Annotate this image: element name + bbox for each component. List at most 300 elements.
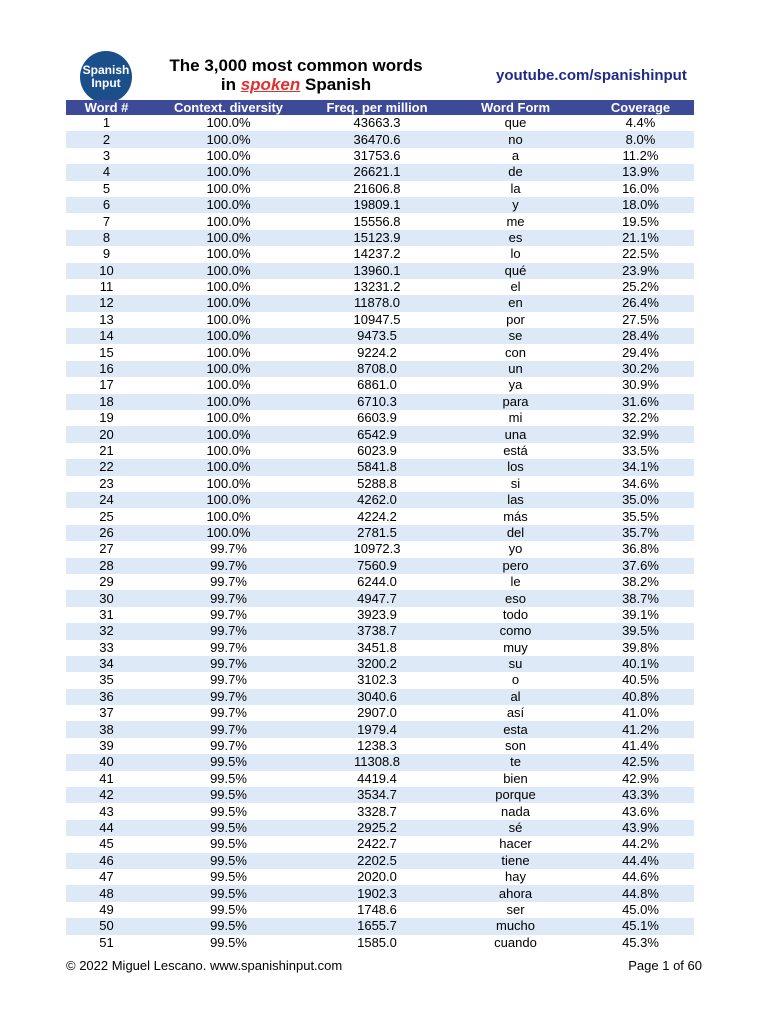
table-row	[66, 295, 694, 311]
cell-frequency: 21606.8	[353, 180, 401, 196]
cell-word-number: 9	[102, 246, 111, 262]
table-row	[66, 344, 694, 360]
cell-coverage: 43.6%	[622, 803, 659, 819]
table-row	[66, 689, 694, 705]
cell-coverage: 45.0%	[622, 901, 659, 917]
cell-word-form: lo	[510, 246, 521, 262]
table-row	[66, 885, 694, 901]
cell-coverage: 40.5%	[622, 672, 659, 688]
cell-word-form: nada	[501, 803, 530, 819]
cell-word-number: 4	[66, 164, 147, 180]
cell-word-number: 35	[99, 672, 114, 688]
table-row	[66, 558, 694, 574]
footer-copyright: © 2022 Miguel Lescano. www.spanishinput.com	[66, 958, 343, 973]
cell-frequency: 6710.3	[310, 394, 444, 410]
table-row	[66, 656, 694, 672]
cell-word-form: el	[510, 279, 521, 295]
cell-frequency: 14237.2	[353, 246, 401, 262]
cell-coverage: 27.5%	[622, 311, 659, 327]
cell-word-number: 7	[102, 213, 111, 229]
cell-coverage: 35.7%	[587, 525, 694, 541]
title-line1: The 3,000 most common words	[169, 56, 423, 75]
cell-word-form: sé	[444, 820, 587, 836]
cell-context-diversity: 99.5%	[147, 853, 310, 869]
cell-word-form: tiene	[444, 853, 587, 869]
cell-context-diversity: 100.0%	[147, 361, 310, 377]
cell-word-form: así	[506, 705, 525, 721]
cell-coverage: 31.6%	[587, 394, 694, 410]
table-row	[66, 820, 694, 836]
cell-word-number: 49	[99, 901, 114, 917]
cell-word-form: y	[444, 197, 587, 213]
cell-coverage: 16.0%	[622, 180, 659, 196]
cell-frequency: 2422.7	[357, 836, 397, 852]
col-header-context-diversity: Context. diversity	[147, 100, 310, 115]
cell-coverage: 41.2%	[587, 721, 694, 737]
cell-word-form: todo	[502, 606, 529, 622]
title-spanish: Spanish	[304, 75, 372, 94]
cell-coverage: 35.0%	[587, 492, 694, 508]
cell-word-form: como	[444, 623, 587, 639]
table-row	[66, 459, 694, 475]
cell-word-form: está	[503, 443, 528, 458]
cell-word-form: una	[444, 426, 587, 442]
cell-word-number: 16	[66, 361, 147, 377]
cell-word-form: en	[444, 295, 587, 311]
table-row	[66, 803, 694, 819]
cell-coverage: 32.2%	[622, 410, 659, 426]
table-row	[66, 115, 694, 131]
cell-frequency: 3102.3	[357, 672, 397, 688]
cell-word-number: 34	[66, 656, 147, 672]
cell-coverage: 43.3%	[587, 787, 694, 803]
cell-word-form: qué	[444, 263, 587, 279]
cell-word-form: me	[506, 213, 525, 229]
cell-frequency: 11308.8	[310, 754, 444, 770]
title-line2	[150, 75, 442, 94]
table-header-row	[66, 100, 694, 115]
table-row	[66, 525, 694, 541]
table-row	[66, 492, 694, 508]
cell-coverage: 39.8%	[622, 639, 659, 655]
logo-line1: Spanish	[82, 63, 130, 77]
cell-frequency: 6244.0	[357, 574, 397, 590]
cell-coverage: 45.3%	[622, 934, 659, 950]
cell-context-diversity: 99.5%	[210, 770, 247, 786]
cell-context-diversity: 100.0%	[147, 426, 310, 442]
cell-coverage: 44.2%	[622, 836, 659, 852]
table-row	[66, 131, 694, 147]
cell-word-form: ahora	[444, 885, 587, 901]
cell-coverage: 35.5%	[622, 508, 659, 524]
cell-word-form: un	[444, 361, 587, 377]
cell-context-diversity: 99.7%	[147, 721, 310, 737]
cell-frequency: 8708.0	[310, 361, 444, 377]
cell-word-form: con	[505, 344, 526, 360]
cell-word-form: te	[444, 754, 587, 770]
cell-frequency: 6861.0	[357, 377, 397, 393]
cell-word-form: mi	[508, 410, 523, 426]
cell-coverage: 40.1%	[587, 656, 694, 672]
cell-word-number: 30	[66, 590, 147, 606]
table-row	[66, 869, 694, 885]
cell-word-form: de	[444, 164, 587, 180]
cell-frequency: 13960.1	[310, 263, 444, 279]
cell-word-number: 42	[66, 787, 147, 803]
cell-word-number: 12	[66, 295, 147, 311]
cell-context-diversity: 100.0%	[206, 475, 251, 491]
cell-context-diversity: 100.0%	[206, 344, 251, 360]
cell-word-form: hacer	[499, 836, 532, 852]
cell-context-diversity: 99.5%	[147, 787, 310, 803]
table-row	[66, 508, 694, 524]
table-row	[66, 574, 694, 590]
table-row	[66, 213, 694, 229]
cell-frequency: 15556.8	[353, 213, 401, 229]
cell-coverage: 28.4%	[587, 328, 694, 344]
cell-word-form: más	[503, 508, 528, 524]
cell-word-number: 44	[66, 820, 147, 836]
cell-word-number: 31	[99, 606, 114, 622]
cell-frequency: 4947.7	[310, 590, 444, 606]
table-row	[66, 279, 694, 295]
cell-word-number: 23	[99, 475, 114, 491]
cell-word-number: 20	[66, 426, 147, 442]
cell-frequency: 2925.2	[310, 820, 444, 836]
cell-coverage: 45.1%	[587, 918, 694, 934]
cell-context-diversity: 99.5%	[210, 901, 247, 917]
cell-word-form: no	[444, 131, 587, 147]
cell-word-form: mucho	[444, 918, 587, 934]
cell-context-diversity: 100.0%	[147, 328, 310, 344]
cell-context-diversity: 99.5%	[210, 836, 247, 852]
cell-frequency: 3040.6	[310, 689, 444, 705]
cell-word-form: los	[444, 459, 587, 475]
youtube-link[interactable]: youtube.com/spanishinput	[496, 67, 687, 84]
cell-word-number: 11	[99, 279, 114, 295]
cell-coverage: 44.6%	[622, 869, 659, 885]
cell-word-number: 48	[66, 885, 147, 901]
cell-context-diversity: 100.0%	[206, 115, 251, 131]
cell-word-number: 21	[99, 443, 114, 458]
cell-word-form: su	[444, 656, 587, 672]
cell-context-diversity: 100.0%	[147, 492, 310, 508]
cell-word-number: 43	[99, 803, 114, 819]
cell-context-diversity: 100.0%	[206, 180, 251, 196]
cell-coverage: 38.2%	[622, 574, 659, 590]
cell-frequency: 1979.4	[310, 721, 444, 737]
cell-word-number: 28	[66, 558, 147, 574]
cell-word-number: 29	[99, 574, 114, 590]
table-row	[66, 377, 694, 393]
cell-coverage: 18.0%	[587, 197, 694, 213]
cell-coverage: 30.9%	[622, 377, 659, 393]
cell-context-diversity: 99.7%	[147, 590, 310, 606]
cell-context-diversity: 100.0%	[147, 394, 310, 410]
cell-context-diversity: 99.7%	[210, 672, 247, 688]
cell-frequency: 9473.5	[310, 328, 444, 344]
cell-coverage: 40.8%	[587, 689, 694, 705]
table-row	[66, 197, 694, 213]
cell-context-diversity: 99.7%	[147, 656, 310, 672]
cell-frequency: 4262.0	[310, 492, 444, 508]
cell-coverage: 37.6%	[587, 558, 694, 574]
cell-word-number: 18	[66, 394, 147, 410]
cell-word-form: del	[444, 525, 587, 541]
cell-context-diversity: 100.0%	[206, 246, 251, 262]
cell-context-diversity: 99.5%	[147, 820, 310, 836]
cell-coverage: 42.9%	[622, 770, 659, 786]
cell-frequency: 1748.6	[357, 901, 397, 917]
table-row	[66, 754, 694, 770]
cell-word-form: eso	[444, 590, 587, 606]
title-in: in	[220, 75, 236, 94]
table-body	[66, 115, 694, 951]
cell-coverage: 21.1%	[587, 230, 694, 246]
cell-frequency: 5288.8	[357, 475, 397, 491]
cell-coverage: 41.0%	[622, 705, 659, 721]
cell-frequency: 19809.1	[310, 197, 444, 213]
cell-coverage: 19.5%	[622, 213, 659, 229]
cell-frequency: 2202.5	[310, 853, 444, 869]
cell-word-number: 14	[66, 328, 147, 344]
page-title	[150, 56, 442, 94]
cell-context-diversity: 99.7%	[147, 689, 310, 705]
cell-context-diversity: 100.0%	[147, 197, 310, 213]
cell-word-form: le	[510, 574, 521, 590]
cell-word-number: 3	[102, 147, 111, 163]
cell-context-diversity: 100.0%	[147, 295, 310, 311]
cell-word-number: 36	[66, 689, 147, 705]
cell-context-diversity: 100.0%	[206, 410, 251, 426]
cell-frequency: 3534.7	[310, 787, 444, 803]
cell-word-number: 37	[99, 705, 114, 721]
cell-coverage: 8.0%	[587, 131, 694, 147]
table-row	[66, 935, 694, 951]
col-header-word-form: Word Form	[444, 100, 587, 115]
cell-word-number: 27	[99, 541, 114, 557]
cell-frequency: 26621.1	[310, 164, 444, 180]
cell-word-form: si	[510, 475, 521, 491]
cell-coverage: 43.9%	[587, 820, 694, 836]
cell-word-form: pero	[444, 558, 587, 574]
cell-word-number: 38	[66, 721, 147, 737]
table-row	[66, 443, 694, 459]
cell-coverage: 4.4%	[625, 115, 656, 131]
cell-context-diversity: 99.7%	[210, 705, 247, 721]
cell-frequency: 6603.9	[357, 410, 397, 426]
table-row	[66, 312, 694, 328]
cell-context-diversity: 100.0%	[147, 459, 310, 475]
cell-frequency: 2907.0	[357, 705, 397, 721]
cell-frequency: 31753.6	[353, 147, 401, 163]
cell-context-diversity: 99.7%	[147, 558, 310, 574]
cell-coverage: 32.9%	[587, 426, 694, 442]
cell-context-diversity: 99.7%	[210, 541, 247, 557]
table-row	[66, 148, 694, 164]
table-row	[66, 361, 694, 377]
cell-word-number: 19	[99, 410, 114, 426]
cell-word-form: ya	[508, 377, 523, 393]
cell-coverage: 39.1%	[622, 606, 659, 622]
cell-word-form: son	[505, 738, 526, 754]
cell-coverage: 42.5%	[587, 754, 694, 770]
cell-word-number: 26	[66, 525, 147, 541]
footer-page-number: Page 1 of 60	[628, 958, 702, 973]
cell-context-diversity: 99.5%	[210, 934, 247, 950]
table-row	[66, 771, 694, 787]
col-header-coverage: Coverage	[587, 100, 694, 115]
word-frequency-table	[66, 100, 694, 951]
table-row	[66, 410, 694, 426]
cell-context-diversity: 99.7%	[210, 639, 247, 655]
table-row	[66, 263, 694, 279]
cell-context-diversity: 100.0%	[206, 311, 251, 327]
table-row	[66, 705, 694, 721]
col-header-frequency: Freq. per million	[310, 100, 444, 115]
cell-context-diversity: 99.7%	[210, 574, 247, 590]
table-row	[66, 246, 694, 262]
cell-context-diversity: 100.0%	[206, 377, 251, 393]
table-row	[66, 721, 694, 737]
cell-word-form: hay	[505, 869, 526, 885]
cell-word-form: las	[444, 492, 587, 508]
cell-coverage: 39.5%	[587, 623, 694, 639]
logo-line2: Input	[91, 76, 121, 90]
table-row	[66, 394, 694, 410]
cell-frequency: 1585.0	[357, 934, 397, 950]
cell-coverage: 38.7%	[587, 590, 694, 606]
table-row	[66, 590, 694, 606]
cell-word-form: o	[511, 672, 520, 688]
table-row	[66, 623, 694, 639]
cell-frequency: 6023.9	[357, 443, 397, 458]
cell-context-diversity: 100.0%	[206, 508, 251, 524]
cell-word-form: porque	[444, 787, 587, 803]
cell-word-form: cuando	[494, 934, 537, 950]
cell-word-form: ser	[506, 901, 525, 917]
cell-context-diversity: 100.0%	[147, 525, 310, 541]
cell-context-diversity: 100.0%	[206, 213, 251, 229]
cell-word-form: la	[510, 180, 521, 196]
table-row	[66, 164, 694, 180]
cell-word-number: 24	[66, 492, 147, 508]
cell-coverage: 34.6%	[622, 475, 659, 491]
cell-frequency: 3451.8	[357, 639, 397, 655]
table-row	[66, 328, 694, 344]
cell-coverage: 13.9%	[587, 164, 694, 180]
cell-context-diversity: 99.5%	[147, 754, 310, 770]
table-row	[66, 476, 694, 492]
cell-word-number: 1	[102, 115, 111, 131]
cell-word-number: 8	[66, 230, 147, 246]
cell-coverage: 33.5%	[622, 443, 659, 458]
cell-frequency: 3328.7	[357, 803, 397, 819]
table-row	[66, 607, 694, 623]
cell-context-diversity: 99.5%	[147, 918, 310, 934]
table-row	[66, 640, 694, 656]
cell-coverage: 23.9%	[587, 263, 694, 279]
cell-frequency: 1655.7	[310, 918, 444, 934]
cell-frequency: 1238.3	[357, 738, 397, 754]
cell-context-diversity: 100.0%	[206, 279, 251, 295]
cell-frequency: 2020.0	[357, 869, 397, 885]
cell-frequency: 4224.2	[357, 508, 397, 524]
cell-coverage: 22.5%	[622, 246, 659, 262]
cell-word-number: 50	[66, 918, 147, 934]
cell-word-form: yo	[508, 541, 523, 557]
cell-coverage: 36.8%	[622, 541, 659, 557]
cell-frequency: 2781.5	[310, 525, 444, 541]
table-row	[66, 230, 694, 246]
cell-word-number: 5	[102, 180, 111, 196]
cell-word-number: 32	[66, 623, 147, 639]
table-row	[66, 836, 694, 852]
cell-frequency: 4419.4	[357, 770, 397, 786]
cell-context-diversity: 99.7%	[147, 623, 310, 639]
cell-frequency: 43663.3	[353, 115, 401, 131]
cell-word-form: es	[444, 230, 587, 246]
cell-word-form: para	[444, 394, 587, 410]
cell-coverage: 44.8%	[587, 885, 694, 901]
cell-word-number: 45	[99, 836, 114, 852]
cell-word-number: 41	[99, 770, 114, 786]
cell-word-number: 17	[99, 377, 114, 393]
cell-word-number: 2	[66, 131, 147, 147]
cell-context-diversity: 99.5%	[210, 803, 247, 819]
cell-context-diversity: 99.5%	[210, 869, 247, 885]
col-header-word-number: Word #	[66, 100, 147, 115]
cell-context-diversity: 99.5%	[147, 885, 310, 901]
cell-coverage: 26.4%	[587, 295, 694, 311]
cell-word-number: 39	[99, 738, 114, 754]
cell-coverage: 34.1%	[587, 459, 694, 475]
spanish-input-logo	[80, 51, 132, 103]
cell-word-form: se	[444, 328, 587, 344]
table-row	[66, 787, 694, 803]
cell-word-number: 25	[99, 508, 114, 524]
cell-context-diversity: 100.0%	[147, 263, 310, 279]
cell-context-diversity: 100.0%	[206, 147, 251, 163]
cell-word-number: 47	[99, 869, 114, 885]
cell-frequency: 1902.3	[310, 885, 444, 901]
cell-word-form: muy	[503, 639, 528, 655]
cell-coverage: 11.2%	[622, 147, 659, 163]
cell-frequency: 7560.9	[310, 558, 444, 574]
cell-context-diversity: 99.7%	[210, 606, 247, 622]
table-row	[66, 853, 694, 869]
cell-word-number: 13	[99, 311, 114, 327]
cell-word-form: por	[506, 311, 525, 327]
cell-word-number: 46	[66, 853, 147, 869]
table-row	[66, 918, 694, 934]
cell-frequency: 10972.3	[353, 541, 401, 557]
title-spoken: spoken	[240, 75, 301, 94]
cell-context-diversity: 100.0%	[147, 131, 310, 147]
cell-coverage: 41.4%	[622, 738, 659, 754]
cell-context-diversity: 100.0%	[206, 443, 251, 458]
cell-frequency: 9224.2	[357, 344, 397, 360]
table-row	[66, 672, 694, 688]
cell-frequency: 11878.0	[310, 295, 444, 311]
cell-coverage: 25.2%	[622, 279, 659, 295]
cell-context-diversity: 100.0%	[147, 164, 310, 180]
cell-frequency: 36470.6	[310, 131, 444, 147]
cell-word-number: 40	[66, 754, 147, 770]
cell-frequency: 10947.5	[353, 311, 401, 327]
table-row	[66, 426, 694, 442]
cell-word-number: 6	[66, 197, 147, 213]
